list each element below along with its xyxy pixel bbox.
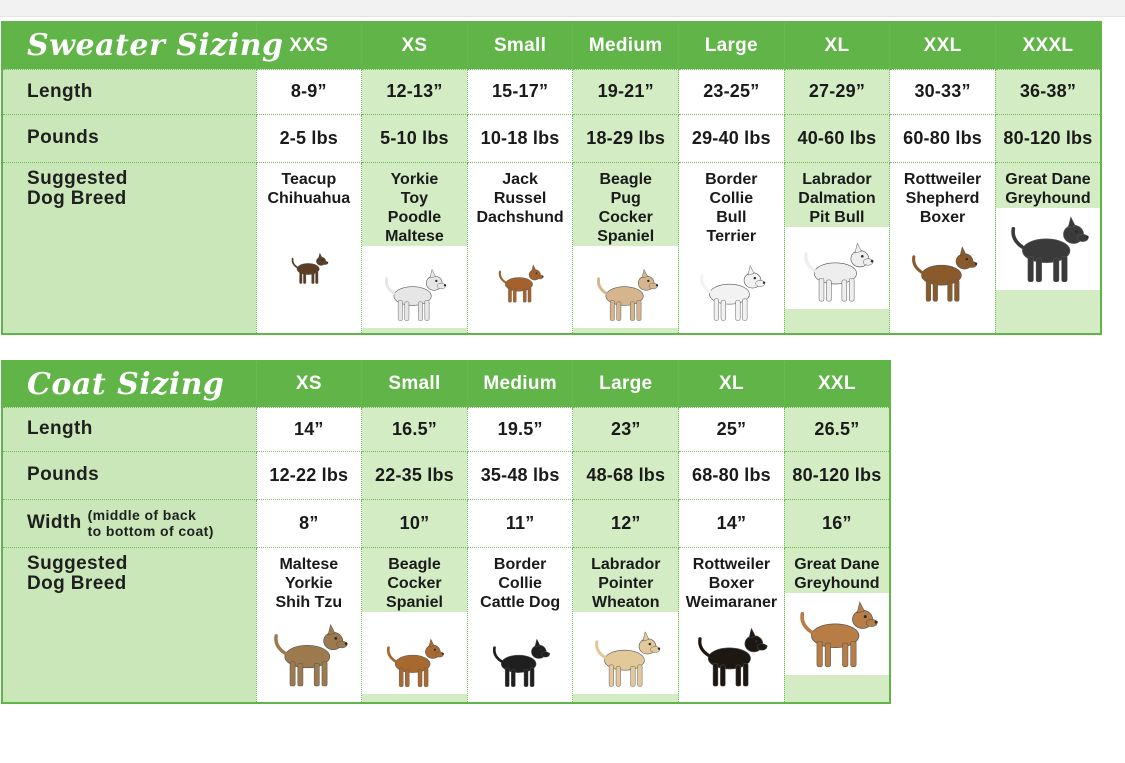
coat-breed-cell-small bbox=[362, 547, 468, 703]
sweater-length-xl: 27-29” bbox=[784, 69, 890, 114]
yorkie-photo bbox=[257, 612, 362, 694]
dog-illustration bbox=[683, 246, 779, 324]
poodle-photo bbox=[362, 246, 467, 328]
coat-length-medium: 19.5” bbox=[467, 407, 573, 451]
coat-breed-names-xs: Maltese Yorkie Shih Tzu bbox=[275, 555, 343, 611]
sweater-size-xl-header: XL bbox=[784, 22, 890, 69]
coat-breed-names-xxl: Great Dane Greyhound bbox=[794, 555, 880, 592]
sweater-pounds-small: 10-18 lbs bbox=[467, 114, 573, 162]
width-label-note bbox=[88, 507, 214, 539]
coat-breed-names-small: Beagle Cocker Spaniel bbox=[386, 555, 443, 611]
coat-breed-cell-large bbox=[573, 547, 679, 703]
sweater-breed-cell-xxl bbox=[890, 162, 996, 334]
sweater-pounds-xxs: 2-5 lbs bbox=[256, 114, 362, 162]
breed-label-line2: Dog Breed bbox=[27, 187, 127, 209]
width-label-text: Width bbox=[27, 512, 82, 533]
coat-length-xl: 25” bbox=[679, 407, 785, 451]
sweater-pounds-xxxl: 80-120 lbs bbox=[995, 114, 1101, 162]
coat-size-large-header: Large bbox=[573, 361, 679, 407]
browser-top-strip bbox=[0, 0, 1125, 17]
bull-terrier-photo bbox=[679, 246, 784, 328]
breed-cell-content bbox=[785, 548, 889, 675]
sweater-pounds-medium: 18-29 lbs bbox=[573, 114, 679, 162]
chihuahua-photo bbox=[257, 208, 362, 290]
dog-illustration bbox=[895, 227, 991, 305]
dog-illustration bbox=[789, 593, 885, 671]
coat-size-medium-header: Medium bbox=[467, 361, 573, 407]
sweater-sizing-table bbox=[1, 21, 1102, 335]
sweater-breed-names-xl: Labrador Dalmation Pit Bull bbox=[798, 170, 876, 226]
sweater-breed-names-large: Border Collie Bull Terrier bbox=[705, 170, 758, 245]
sweater-breed-cell-xxs bbox=[256, 162, 362, 334]
border-collie-photo bbox=[468, 612, 573, 694]
sweater-size-large-header: Large bbox=[679, 22, 785, 69]
coat-length-small: 16.5” bbox=[362, 407, 468, 451]
sweater-breed-cell-xs bbox=[362, 162, 468, 334]
sweater-size-xxs-header: XXS bbox=[256, 22, 362, 69]
coat-size-small-header: Small bbox=[362, 361, 468, 407]
breed-cell-content bbox=[890, 163, 995, 309]
coat-breed-row bbox=[2, 547, 890, 703]
breed-cell-content bbox=[257, 548, 362, 694]
dog-illustration bbox=[261, 208, 357, 286]
coat-pounds-xxl: 80-120 lbs bbox=[784, 451, 890, 499]
dog-illustration bbox=[683, 612, 779, 690]
sweater-size-xxxl-header: XXXL bbox=[995, 22, 1101, 69]
coat-width-xs: 8” bbox=[256, 499, 362, 547]
sweater-breed-names-xs: Yorkie Toy Poodle Maltese bbox=[385, 170, 444, 245]
breed-label-line1: Suggested bbox=[27, 167, 128, 189]
sweater-breed-cell-xl bbox=[784, 162, 890, 334]
breed-cell-content bbox=[257, 163, 362, 290]
sweater-length-small: 15-17” bbox=[467, 69, 573, 114]
sweater-breed-label bbox=[2, 162, 256, 334]
coat-pounds-large: 48-68 lbs bbox=[573, 451, 679, 499]
sweater-breed-row bbox=[2, 162, 1101, 334]
dog-illustration bbox=[1000, 208, 1096, 286]
dog-illustration bbox=[366, 612, 462, 690]
coat-breed-cell-xs bbox=[256, 547, 362, 703]
sweater-breed-cell-xxxl bbox=[995, 162, 1101, 334]
dog-illustration bbox=[578, 246, 674, 324]
dog-illustration bbox=[789, 227, 885, 305]
dog-illustration bbox=[578, 612, 674, 690]
coat-width-xl: 14” bbox=[679, 499, 785, 547]
sweater-header-row bbox=[2, 22, 1101, 69]
breed-label-line2: Dog Breed bbox=[27, 572, 127, 594]
breed-cell-content bbox=[679, 548, 784, 694]
sweater-breed-cell-large bbox=[679, 162, 785, 334]
coat-size-xs-header: XS bbox=[256, 361, 362, 407]
sweater-pounds-xxl: 60-80 lbs bbox=[890, 114, 996, 162]
coat-length-large: 23” bbox=[573, 407, 679, 451]
coat-pounds-row bbox=[2, 451, 890, 499]
width-note-line2: to bottom of coat) bbox=[87, 523, 214, 539]
breed-cell-content bbox=[996, 163, 1100, 290]
sweater-length-row bbox=[2, 69, 1101, 114]
coat-breed-names-medium: Border Collie Cattle Dog bbox=[480, 555, 561, 611]
coat-length-row bbox=[2, 407, 890, 451]
sweater-breed-cell-medium bbox=[573, 162, 679, 334]
coat-size-xxl-header: XXL bbox=[784, 361, 890, 407]
sweater-breed-names-small: Jack Russel Dachshund bbox=[476, 170, 564, 226]
coat-width-row bbox=[2, 499, 890, 547]
width-note-line1: (middle of back bbox=[87, 507, 197, 523]
sweater-length-medium: 19-21” bbox=[573, 69, 679, 114]
coat-breed-cell-xl bbox=[679, 547, 785, 703]
coat-width-small: 10” bbox=[362, 499, 468, 547]
coat-length-xs: 14” bbox=[256, 407, 362, 451]
shepherd-photo bbox=[890, 227, 995, 309]
sweater-size-medium-header: Medium bbox=[573, 22, 679, 69]
coat-length-label: Length bbox=[2, 407, 256, 451]
coat-sizing-table bbox=[1, 360, 891, 704]
dog-illustration bbox=[472, 612, 568, 690]
coat-breed-label bbox=[2, 547, 256, 703]
rottweiler-photo bbox=[679, 612, 784, 694]
labrador-photo bbox=[573, 612, 678, 694]
coat-pounds-xl: 68-80 lbs bbox=[679, 451, 785, 499]
sweater-length-xxl: 30-33” bbox=[890, 69, 996, 114]
breed-cell-content bbox=[362, 548, 467, 694]
coat-width-label bbox=[2, 499, 256, 547]
sweater-pounds-large: 29-40 lbs bbox=[679, 114, 785, 162]
breed-label-line1: Suggested bbox=[27, 552, 128, 574]
coat-header-row bbox=[2, 361, 890, 407]
breed-cell-content bbox=[468, 163, 573, 309]
breed-cell-content bbox=[573, 548, 678, 694]
sweater-length-large: 23-25” bbox=[679, 69, 785, 114]
sweater-pounds-xs: 5-10 lbs bbox=[362, 114, 468, 162]
sweater-length-xxs: 8-9” bbox=[256, 69, 362, 114]
sweater-size-xxl-header: XXL bbox=[890, 22, 996, 69]
coat-size-xl-header: XL bbox=[679, 361, 785, 407]
sweater-breed-names-xxxl: Great Dane Greyhound bbox=[1005, 170, 1091, 207]
coat-breed-cell-xxl bbox=[784, 547, 890, 703]
sweater-pounds-row bbox=[2, 114, 1101, 162]
dalmatian-photo bbox=[785, 227, 890, 309]
sweater-pounds-xl: 40-60 lbs bbox=[784, 114, 890, 162]
coat-width-xxl: 16” bbox=[784, 499, 890, 547]
coat-width-medium: 11” bbox=[467, 499, 573, 547]
sweater-breed-cell-small bbox=[467, 162, 573, 334]
breed-cell-content bbox=[679, 163, 784, 328]
dog-illustration bbox=[472, 227, 568, 305]
great-dane-photo bbox=[785, 593, 889, 675]
beagle-photo bbox=[362, 612, 467, 694]
sweater-length-xs: 12-13” bbox=[362, 69, 468, 114]
sweater-length-label: Length bbox=[2, 69, 256, 114]
coat-pounds-medium: 35-48 lbs bbox=[467, 451, 573, 499]
breed-cell-content bbox=[362, 163, 467, 328]
coat-breed-cell-medium bbox=[467, 547, 573, 703]
sweater-length-xxxl: 36-38” bbox=[995, 69, 1101, 114]
coat-pounds-small: 22-35 lbs bbox=[362, 451, 468, 499]
breed-cell-content bbox=[468, 548, 573, 694]
coat-breed-names-xl: Rottweiler Boxer Weimaraner bbox=[685, 555, 778, 611]
dog-illustration bbox=[261, 612, 357, 690]
dachshund-photo bbox=[468, 227, 573, 309]
sweater-table-title: Sweater Sizing bbox=[2, 22, 256, 69]
sweater-breed-names-xxl: Rottweiler Shepherd Boxer bbox=[903, 170, 982, 226]
greyhound-photo bbox=[996, 208, 1100, 290]
pug-photo bbox=[573, 246, 678, 328]
sweater-breed-names-medium: Beagle Pug Cocker Spaniel bbox=[597, 170, 655, 245]
sweater-size-small-header: Small bbox=[467, 22, 573, 69]
sweater-breed-names-xxs: Teacup Chihuahua bbox=[267, 170, 351, 207]
coat-length-xxl: 26.5” bbox=[784, 407, 890, 451]
coat-width-large: 12” bbox=[573, 499, 679, 547]
coat-pounds-xs: 12-22 lbs bbox=[256, 451, 362, 499]
coat-breed-names-large: Labrador Pointer Wheaton bbox=[591, 555, 661, 611]
sweater-size-xs-header: XS bbox=[362, 22, 468, 69]
breed-cell-content bbox=[785, 163, 890, 309]
coat-pounds-label: Pounds bbox=[2, 451, 256, 499]
sweater-pounds-label: Pounds bbox=[2, 114, 256, 162]
dog-illustration bbox=[366, 246, 462, 324]
coat-table-title: Coat Sizing bbox=[2, 361, 256, 407]
breed-cell-content bbox=[573, 163, 678, 328]
